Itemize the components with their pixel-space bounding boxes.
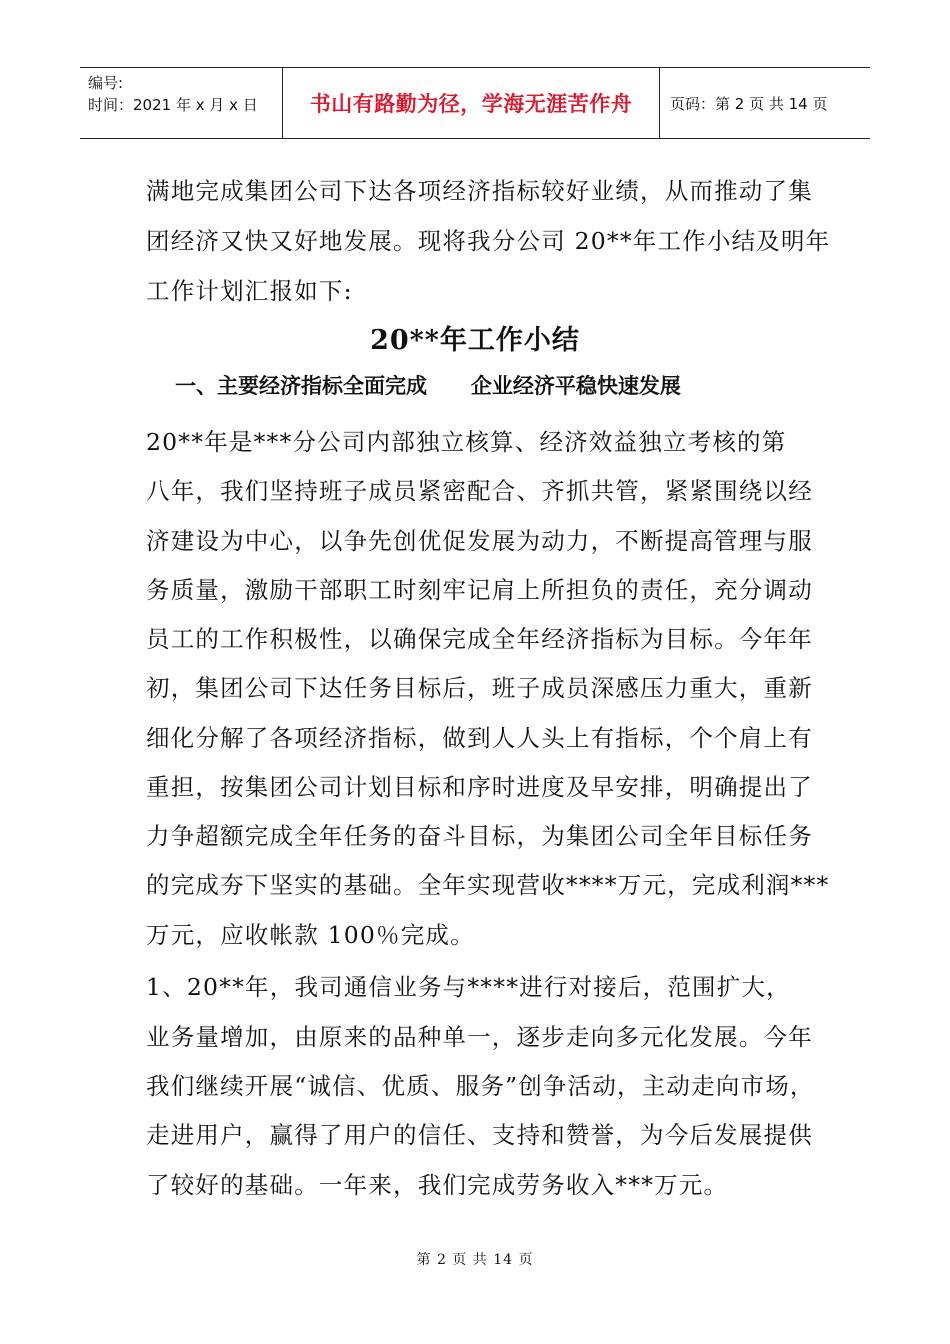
paragraph-line: 力争超额完成全年任务的奋斗目标，为集团公司全年目标任务 [146,822,813,850]
section-title: 20**年工作小结 [370,325,580,356]
paragraph-line: 了较好的基础。一年来，我们完成劳务收入***万元。 [146,1171,729,1199]
header-motto: 书山有路勤为径，学海无涯苦作舟 [309,92,633,116]
page-footer: 第 2 页 共 14 页 [416,1252,534,1268]
intro-line: 满地完成集团公司下达各项经济指标较好业绩，从而推动了集 [146,177,813,205]
document-number-label: 编号: [88,74,124,92]
paragraph-line: 20**年是***分公司内部独立核算、经济效益独立考核的第 [146,428,787,456]
header-motto-cell [283,68,660,138]
paragraph-line: 务质量，激励干部职工时刻牢记肩上所担负的责任，充分调动 [146,576,813,604]
header-meta-cell [80,68,283,138]
paragraph-line: 八年，我们坚持班子成员紧密配合、齐抓共管，紧紧围绕以经 [146,477,813,505]
paragraph-line: 重担，按集团公司计划目标和序时进度及早安排，明确提出了 [146,773,813,801]
section-subheading: 一、主要经济指标全面完成 企业经济平稳快速发展 [175,374,681,398]
paragraph-line: 细化分解了各项经济指标，做到人人头上有指标，个个肩上有 [146,724,813,752]
paragraph-line: 我们继续开展“诚信、优质、服务”创争活动，主动走向市场， [146,1072,815,1100]
paragraph-line: 的完成夯下坚实的基础。全年实现营收****万元，完成利润*** [146,871,830,899]
paragraph-line: 业务量增加，由原来的品种单一，逐步走向多元化发展。今年 [146,1023,813,1051]
paragraph-line: 走进用户，赢得了用户的信任、支持和赞誉，为今后发展提供 [146,1121,813,1149]
header-page-cell [660,68,870,138]
intro-line: 工作计划汇报如下: [146,277,353,305]
paragraph-line: 万元，应收帐款 100％完成。 [146,921,475,949]
document-header [80,67,870,139]
paragraph-line: 济建设为中心，以争先创优促发展为动力，不断提高管理与服 [146,527,813,555]
paragraph-line: 员工的工作积极性，以确保完成全年经济指标为目标。今年年 [146,625,813,653]
document-date: 时间：2021 年 x 月 x 日 [88,96,258,114]
paragraph-line: 1、20**年，我司通信业务与****进行对接后，范围扩大， [146,973,791,1001]
intro-line: 团经济又快又好地发展。现将我分公司 20**年工作小结及明年 [146,227,831,255]
header-page-info: 页码：第 2 页 共 14 页 [670,94,828,113]
paragraph-line: 初，集团公司下达任务目标后，班子成员深感压力重大，重新 [146,674,813,702]
